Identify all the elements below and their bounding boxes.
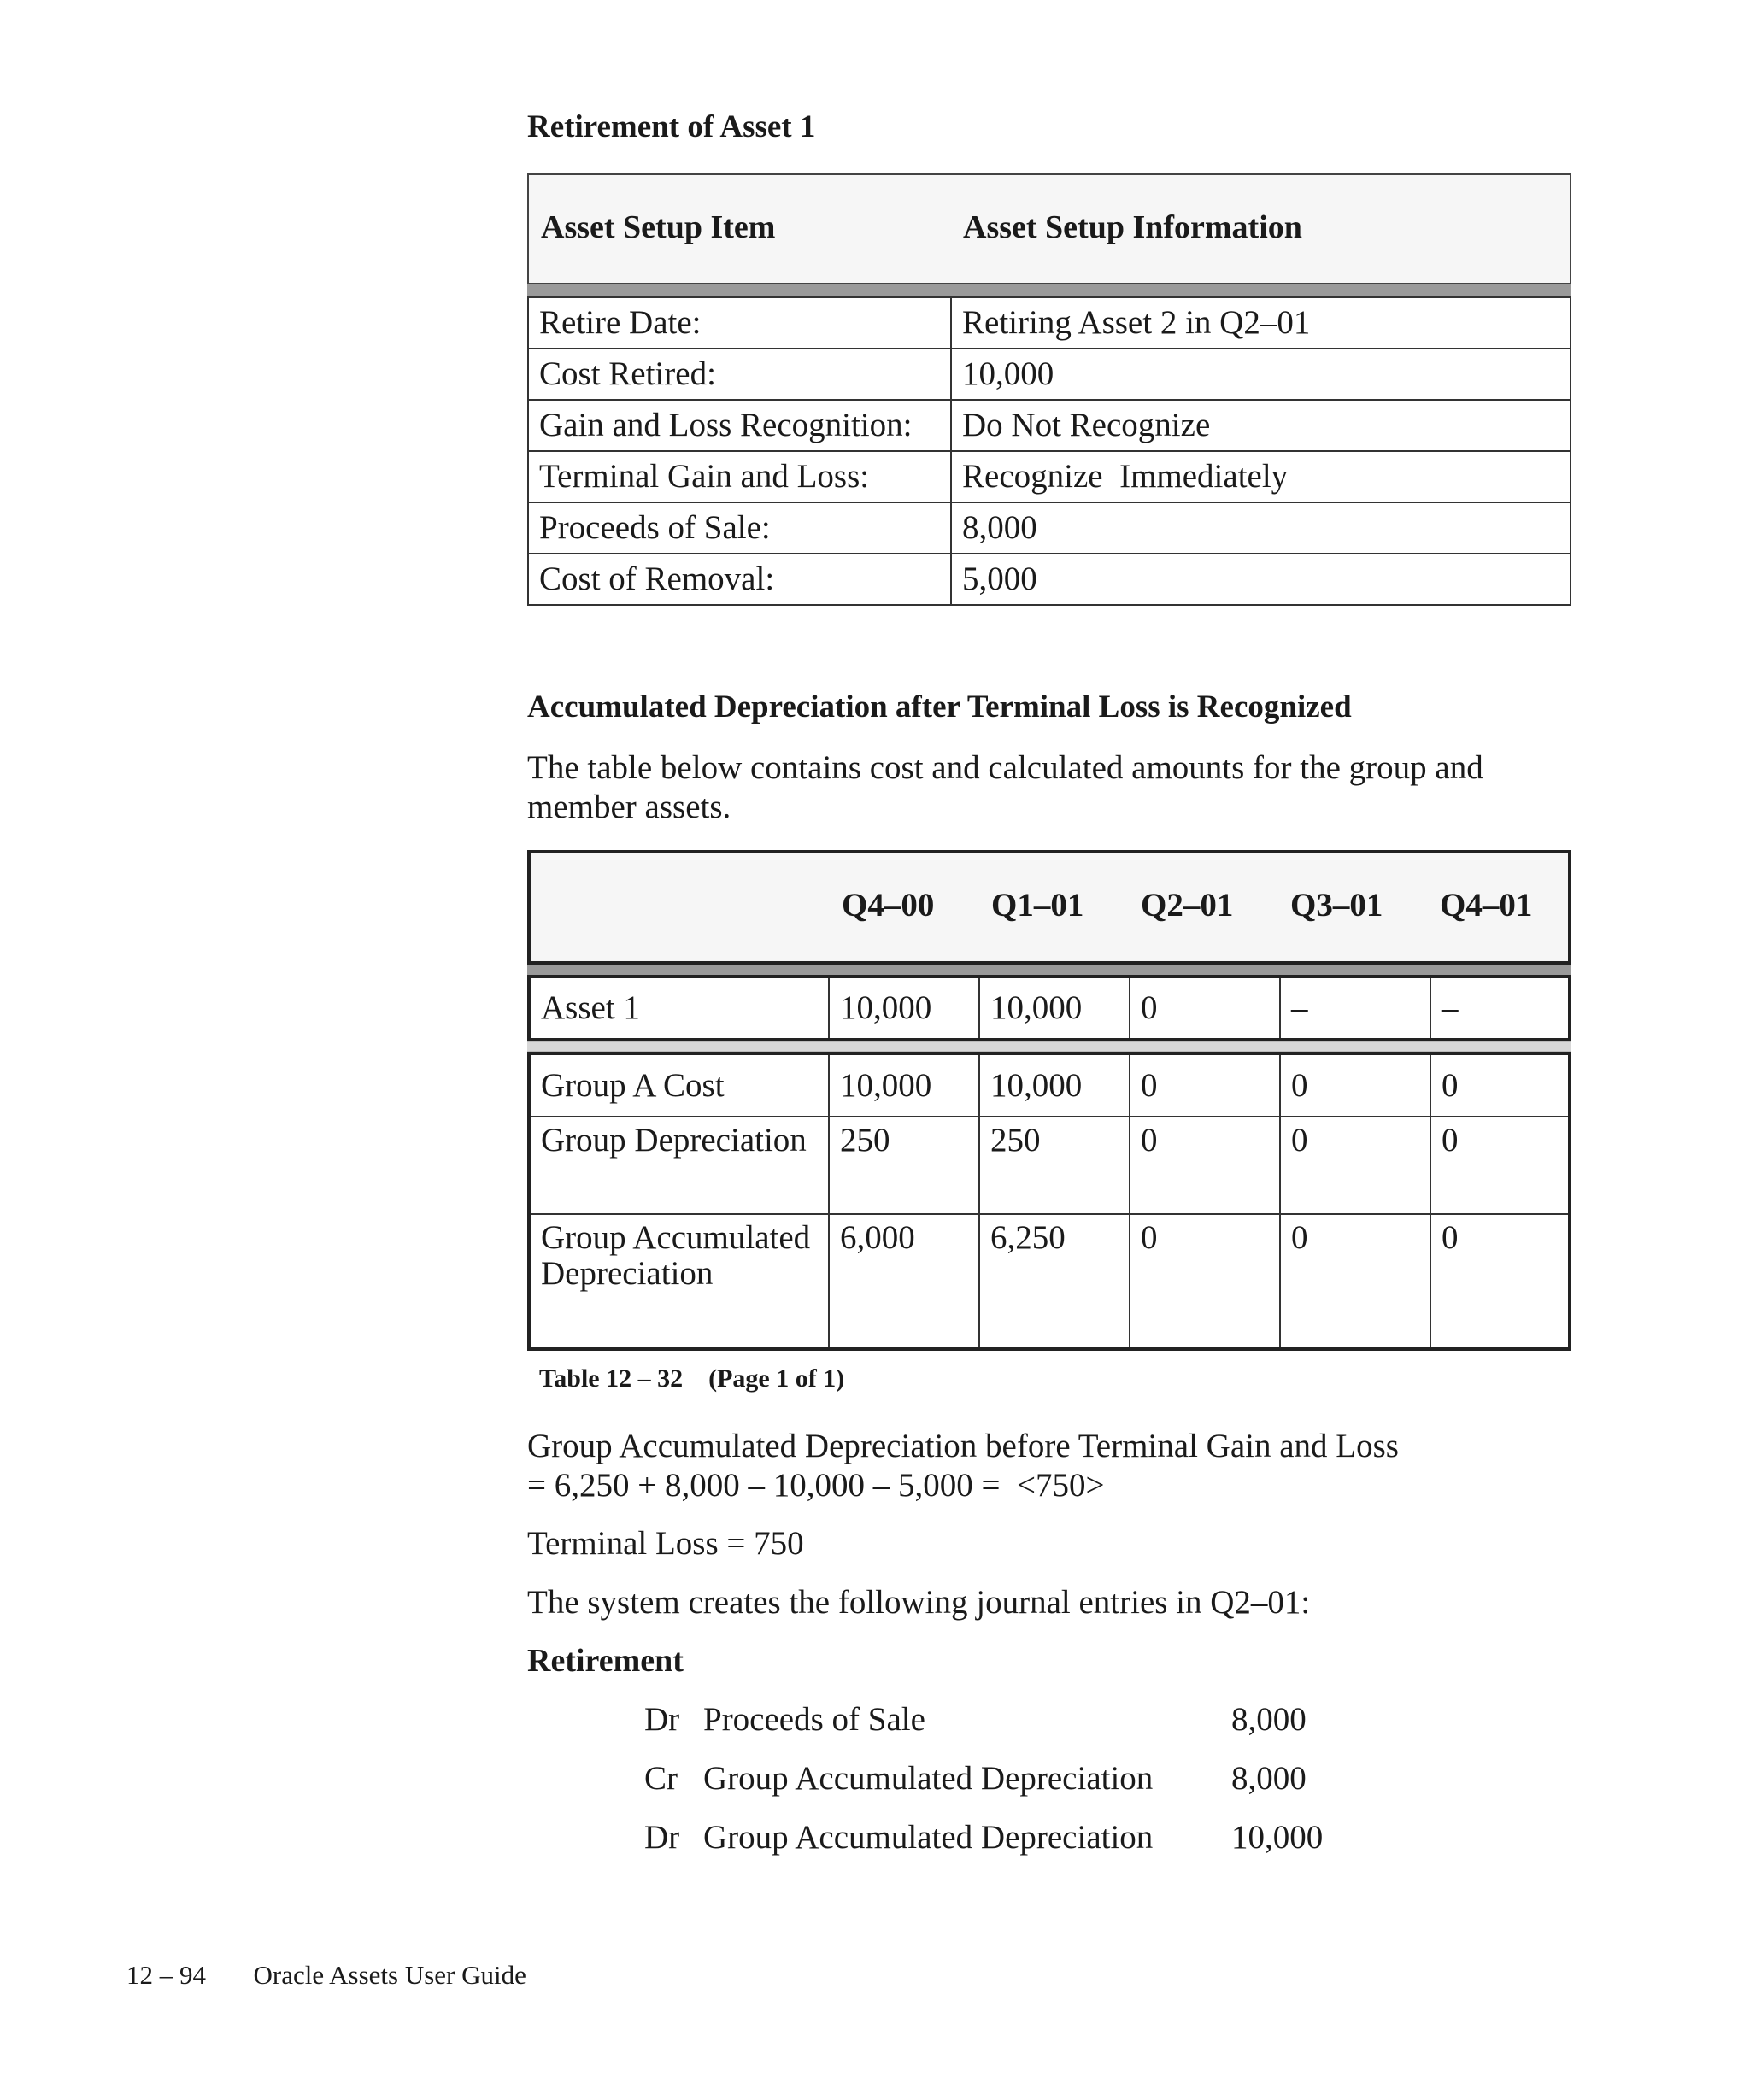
table-cell: 0 bbox=[1430, 1053, 1570, 1117]
table-row bbox=[528, 297, 1571, 349]
table-cell: Gain and Loss Recognition: bbox=[528, 400, 951, 451]
table-cell: 0 bbox=[1430, 1117, 1570, 1214]
table-row bbox=[528, 502, 1571, 554]
header-divider bbox=[527, 284, 1571, 296]
table-cell: Cost Retired: bbox=[528, 349, 951, 400]
table-cell: Retiring Asset 2 in Q2–01 bbox=[951, 297, 1571, 349]
book-title: Oracle Assets User Guide bbox=[253, 1960, 526, 1990]
section-title-accumulated-depreciation: Accumulated Depreciation after Terminal Loss is Recognized bbox=[527, 689, 1352, 724]
table-cell: 0 bbox=[1130, 1117, 1280, 1214]
journal-amount: 10,000 bbox=[1231, 1819, 1324, 1856]
column-header: Q1–01 bbox=[991, 887, 1084, 924]
table-cell: 250 bbox=[829, 1117, 979, 1214]
table-cell: 10,000 bbox=[979, 1053, 1130, 1117]
journal-account: Group Accumulated Depreciation bbox=[703, 1819, 1154, 1856]
table-row bbox=[529, 1053, 1570, 1117]
column-header: Asset Setup Item bbox=[541, 209, 776, 245]
table-cell: 0 bbox=[1280, 1117, 1430, 1214]
column-header: Q3–01 bbox=[1290, 887, 1383, 924]
calc-line-1: Group Accumulated Depreciation before Terminal Gain and Loss bbox=[527, 1428, 1399, 1464]
section-title-retirement: Retirement of Asset 1 bbox=[527, 109, 816, 144]
depreciation-table bbox=[527, 850, 1571, 1351]
journal-intro: The system creates the following journal entries in Q2–01: bbox=[527, 1584, 1311, 1621]
asset-setup-table bbox=[527, 173, 1571, 606]
table-header bbox=[527, 850, 1571, 965]
table-cell: 6,000 bbox=[829, 1214, 979, 1349]
table-cell: 10,000 bbox=[829, 1053, 979, 1117]
table-cell: 0 bbox=[1280, 1053, 1430, 1117]
section-intro: The table below contains cost and calculated amounts for the group and member assets. bbox=[527, 749, 1483, 825]
table-cell: 10,000 bbox=[829, 977, 979, 1040]
calc-line-2: = 6,250 + 8,000 – 10,000 – 5,000 = <750> bbox=[527, 1467, 1105, 1504]
column-header: Q4–00 bbox=[842, 887, 935, 924]
table-cell: 0 bbox=[1280, 1214, 1430, 1349]
group-rows bbox=[527, 1052, 1571, 1351]
page-number: 12 – 94 bbox=[126, 1960, 206, 1990]
table-cell: 10,000 bbox=[979, 977, 1130, 1040]
table-row bbox=[529, 1117, 1570, 1214]
table-cell: 0 bbox=[1130, 977, 1280, 1040]
page-footer bbox=[126, 1959, 526, 1991]
journal-amount: 8,000 bbox=[1231, 1760, 1307, 1797]
table-cell: Asset 1 bbox=[529, 977, 829, 1040]
table-cell: 0 bbox=[1130, 1053, 1280, 1117]
column-header: Asset Setup Information bbox=[963, 209, 1302, 245]
journal-amount: 8,000 bbox=[1231, 1701, 1307, 1738]
table-caption: Table 12 – 32 (Page 1 of 1) bbox=[539, 1364, 845, 1393]
table-row bbox=[529, 1214, 1570, 1349]
table-row bbox=[529, 977, 1570, 1040]
table-cell: 0 bbox=[1430, 1214, 1570, 1349]
table-cell: Terminal Gain and Loss: bbox=[528, 451, 951, 502]
table-cell: Group Accumulated Depreciation bbox=[529, 1214, 829, 1349]
column-header: Q2–01 bbox=[1141, 887, 1234, 924]
table-cell: 5,000 bbox=[951, 554, 1571, 605]
table-body bbox=[527, 296, 1571, 606]
group-divider bbox=[527, 1041, 1571, 1052]
column-header: Q4–01 bbox=[1440, 887, 1533, 924]
table-row bbox=[528, 349, 1571, 400]
header-divider bbox=[527, 965, 1571, 975]
journal-side: Dr bbox=[644, 1701, 680, 1738]
table-cell: – bbox=[1280, 977, 1430, 1040]
table-cell: Recognize Immediately bbox=[951, 451, 1571, 502]
table-cell: – bbox=[1430, 977, 1570, 1040]
journal-account: Group Accumulated Depreciation bbox=[703, 1760, 1154, 1797]
journal-heading: Retirement bbox=[527, 1643, 684, 1679]
table-row bbox=[528, 400, 1571, 451]
table-cell: Proceeds of Sale: bbox=[528, 502, 951, 554]
asset-rows bbox=[527, 975, 1571, 1041]
table-cell: Cost of Removal: bbox=[528, 554, 951, 605]
table-cell: 6,250 bbox=[979, 1214, 1130, 1349]
table-cell: Do Not Recognize bbox=[951, 400, 1571, 451]
table-cell: Group A Cost bbox=[529, 1053, 829, 1117]
table-cell: 250 bbox=[979, 1117, 1130, 1214]
journal-side: Cr bbox=[644, 1760, 678, 1797]
terminal-loss: Terminal Loss = 750 bbox=[527, 1525, 804, 1562]
table-cell: Group Depreciation bbox=[529, 1117, 829, 1214]
table-cell: 0 bbox=[1130, 1214, 1280, 1349]
journal-account: Proceeds of Sale bbox=[703, 1701, 925, 1738]
table-row bbox=[528, 451, 1571, 502]
table-cell: 10,000 bbox=[951, 349, 1571, 400]
table-header bbox=[527, 173, 1571, 284]
journal-side: Dr bbox=[644, 1819, 680, 1856]
table-cell: 8,000 bbox=[951, 502, 1571, 554]
table-cell: Retire Date: bbox=[528, 297, 951, 349]
table-row bbox=[528, 554, 1571, 605]
